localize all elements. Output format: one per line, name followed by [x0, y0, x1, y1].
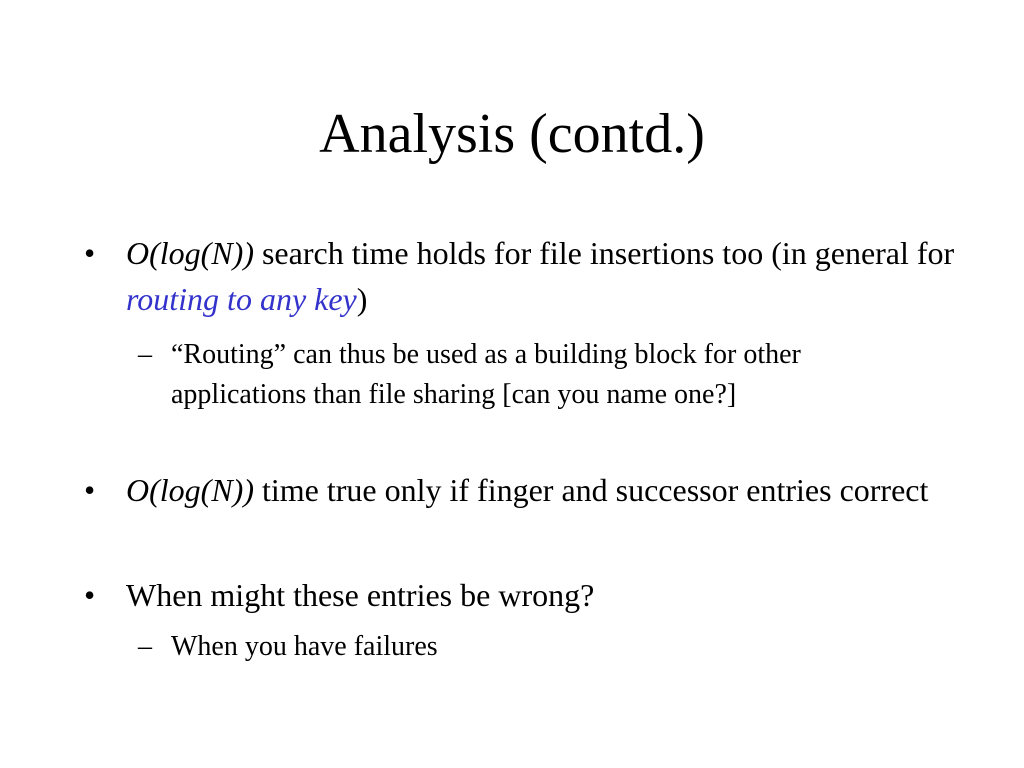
bullet-marker: •	[84, 577, 96, 613]
slide-title: Analysis (contd.)	[319, 103, 705, 165]
sub-bullet-item	[138, 335, 891, 415]
complexity-term: O(log(N))	[126, 235, 254, 271]
bullet-text: search time holds for file insertions too (in general for	[253, 235, 955, 271]
complexity-term: O(log(N))	[126, 472, 254, 508]
bullet-item	[84, 572, 966, 618]
bullet-text: time true only if finger and successor entries correct	[253, 472, 929, 508]
sub-bullet-item	[138, 627, 891, 667]
bullet-text-end: )	[356, 281, 368, 317]
bullet-item	[84, 230, 966, 322]
emphasized-phrase: routing to any key	[126, 281, 357, 317]
bullet-text: When might these entries be wrong?	[126, 577, 595, 613]
sub-bullet-text: When you have failures	[171, 631, 438, 662]
sub-bullet-text: “Routing” can thus be used as a building block for other applications than file sharing [can you name one?]	[171, 339, 801, 410]
dash-marker: –	[138, 339, 152, 370]
bullet-item	[84, 467, 966, 513]
bullet-marker: •	[84, 472, 96, 508]
dash-marker: –	[138, 631, 152, 662]
bullet-marker: •	[84, 235, 96, 271]
